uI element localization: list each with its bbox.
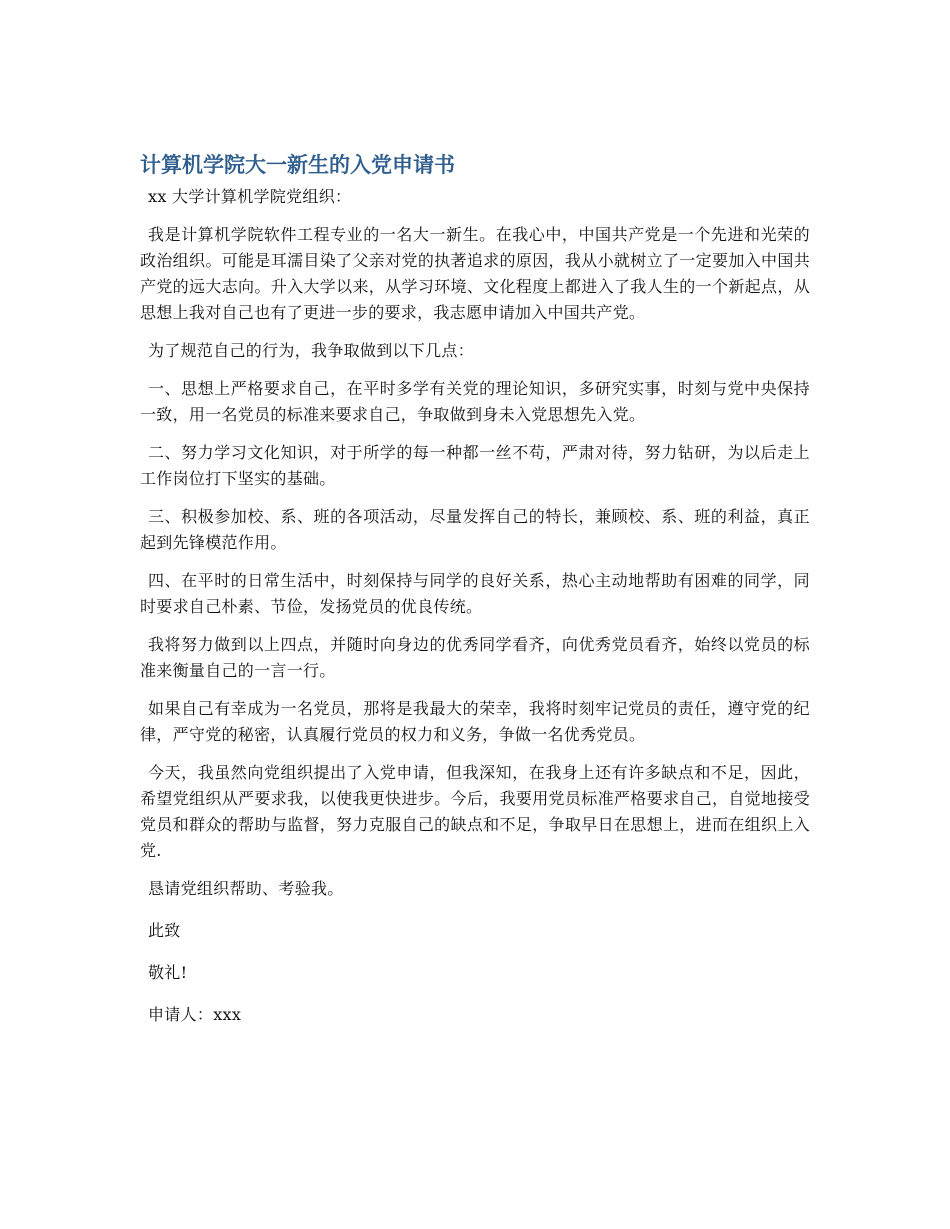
paragraph-point-4: 四、在平时的日常生活中，时刻保持与同学的良好关系，热心主动地帮助有困难的同学，同时要求自己朴素、节俭，发扬党员的优良传统。 — [140, 571, 810, 616]
salutation: xx 大学计算机学院党组织： — [148, 187, 352, 206]
page-title: 计算机学院大一新生的入党申请书 — [140, 153, 455, 177]
paragraph-intro: 我是计算机学院软件工程专业的一名大一新生。在我心中，中国共产党是一个先进和光荣的政治组织。可能是耳濡目染了父亲对党的执著追求的原因，我从小就树立了一定要加入中国共产党的远大志向。升入大学以来，从学习环境、文化程度上都进入了我人生的一个新起点，从思想上我对自己也有了更进一步的要求，我志愿申请加入中国共产党。 — [140, 225, 810, 322]
closing-line-2: 敬礼! — [148, 963, 188, 982]
paragraph-conclusion: 今天，我虽然向党组织提出了入党申请，但我深知，在我身上还有许多缺点和不足，因此，希望党组织从严要求我，以使我更快进步。今后，我要用党员标准严格要求自己，自觉地接受党员和群众的帮助与监督，努力克服自己的缺点和不足，争取早日在思想上，进而在组织上入党. — [140, 763, 810, 860]
closing-request: 恳请党组织帮助、考验我。 — [148, 879, 344, 898]
paragraph-commitment-lead: 为了规范自己的行为，我争取做到以下几点： — [148, 341, 475, 360]
paragraph-resolve: 我将努力做到以上四点，并随时向身边的优秀同学看齐，向优秀党员看齐，始终以党员的标准来衡量自己的一言一行。 — [140, 635, 810, 680]
paragraph-point-1: 一、思想上严格要求自己，在平时多学有关党的理论知识，多研究实事，时刻与党中央保持一致，用一名党员的标准来要求自己，争取做到身未入党思想先入党。 — [140, 379, 810, 424]
signature: 申请人：xxx — [148, 1005, 242, 1024]
paragraph-point-3: 三、积极参加校、系、班的各项活动，尽量发挥自己的特长，兼顾校、系、班的利益，真正起到先锋模范作用。 — [140, 507, 810, 552]
closing-line-1: 此致 — [148, 921, 181, 940]
document-body — [140, 184, 810, 1044]
paragraph-point-2: 二、努力学习文化知识，对于所学的每一种都一丝不苟，严肃对待，努力钻研，为以后走上工作岗位打下坚实的基础。 — [140, 443, 810, 488]
paragraph-honor: 如果自己有幸成为一名党员，那将是我最大的荣幸，我将时刻牢记党员的责任，遵守党的纪律，严守党的秘密，认真履行党员的权力和义务，争做一名优秀党员。 — [140, 699, 810, 744]
